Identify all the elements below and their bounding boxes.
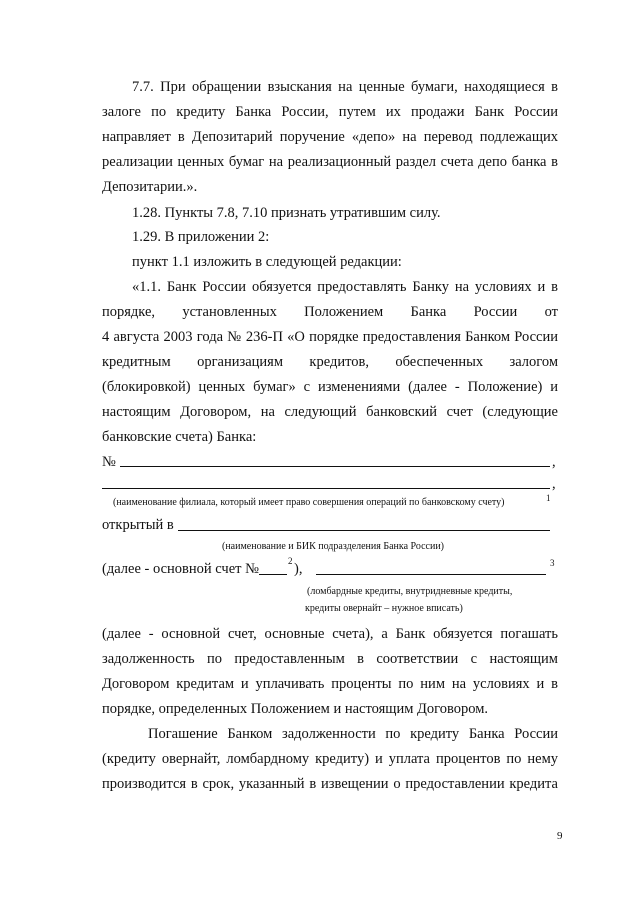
main-account-number-field xyxy=(259,574,287,575)
account-number-field xyxy=(120,466,550,467)
credits-note: кредиты овернайт – нужное вписать) xyxy=(305,603,463,614)
comma: , xyxy=(552,454,556,470)
text-line: (кредиту овернайт, ломбардному кредиту) и уплата процентов по нему xyxy=(102,751,558,767)
branch-note: (наименование филиала, который имеет право совершения операций по банковскому счету) xyxy=(113,497,505,508)
page-number: 9 xyxy=(557,830,563,842)
text-line: задолженность по предоставленным в соответствии с настоящим xyxy=(102,651,558,667)
text-line: банковские счета) Банка: xyxy=(102,429,257,445)
text-line: направляет в Депозитарий поручение «депо» на перевод подлежащих xyxy=(102,129,558,145)
text-line: порядке, определенных Положением и настоящим Договором. xyxy=(102,701,489,717)
text-line: 1.29. В приложении 2: xyxy=(132,229,270,245)
bank-division-field xyxy=(178,530,550,531)
bik-note: (наименование и БИК подразделения Банка России) xyxy=(222,541,445,552)
branch-name-field xyxy=(102,488,550,489)
text-line: Депозитарии.». xyxy=(102,179,198,195)
text-line: настоящим Договором, на следующий банковский счет (следующие xyxy=(102,404,558,420)
credits-note: (ломбардные кредиты, внутридневные кредиты, xyxy=(307,586,513,597)
credit-type-field xyxy=(316,574,546,575)
text-line: Договором кредитам и уплачивать проценты по ним на условиях и в xyxy=(102,676,558,692)
number-sign: № xyxy=(102,454,116,470)
text-line: порядке, установленных Положением Банка России от xyxy=(102,304,558,320)
footnote-marker: 3 xyxy=(550,558,555,568)
close-paren: ), xyxy=(294,561,303,577)
text-line: (далее - основной счет, основные счета), а Банк обязуется погашать xyxy=(102,626,558,642)
text-line: реализации ценных бумаг на реализационный раздел счета депо банка в xyxy=(102,154,558,170)
text-line: (блокировкой) ценных бумаг» с изменениями (далее - Положение) и xyxy=(102,379,558,395)
comma: , xyxy=(552,476,556,492)
footnote-marker: 2 xyxy=(288,556,293,566)
main-account-label: (далее - основной счет № xyxy=(102,561,259,577)
text-line: производится в срок, указанный в извещении о предоставлении кредита xyxy=(102,776,558,792)
footnote-marker: 1 xyxy=(546,493,551,503)
text-line: пункт 1.1 изложить в следующей редакции: xyxy=(132,254,402,270)
text-line: 4 августа 2003 года № 236-П «О порядке предоставления Банком России xyxy=(102,329,558,345)
text-line: «1.1. Банк России обязуется предоставлять Банку на условиях и в xyxy=(132,279,558,295)
text-line: 1.28. Пункты 7.8, 7.10 признать утратившим силу. xyxy=(132,205,441,221)
text-line: 7.7. При обращении взыскания на ценные бумаги, находящиеся в xyxy=(132,79,558,95)
text-line: Погашение Банком задолженности по кредиту Банка России xyxy=(148,726,558,742)
text-line: кредитным организациям кредитов, обеспеченных залогом xyxy=(102,354,558,370)
opened-in-label: открытый в xyxy=(102,517,174,533)
text-line: залоге по кредиту Банка России, путем их продажи Банк России xyxy=(102,104,558,120)
